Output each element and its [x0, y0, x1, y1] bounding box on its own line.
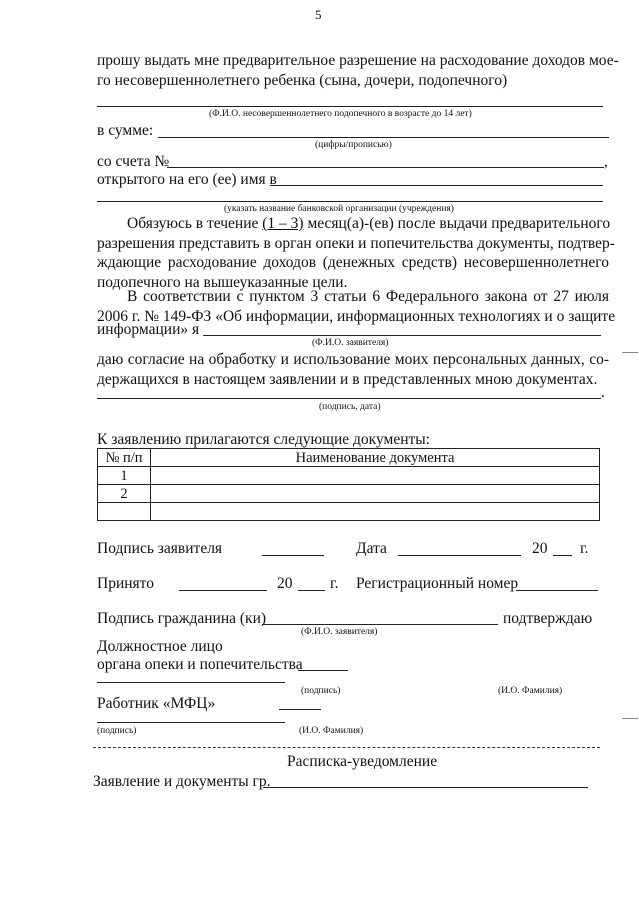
mfc-signature-line[interactable]: [97, 722, 285, 723]
receipt-line-label: Заявление и документы гр.: [93, 773, 271, 790]
account-comma: ,: [604, 153, 608, 170]
mfc-name-caption: (И.О. Фамилия): [299, 726, 364, 736]
opened-line[interactable]: [270, 185, 603, 186]
amount-line[interactable]: [158, 137, 609, 138]
citizen-name-caption: (Ф.И.О. заявителя): [301, 627, 378, 637]
consent-line-2: 2006 г. № 149-ФЗ «Об информации, информационных технологиях и о защите: [97, 307, 616, 325]
child-name-caption: (Ф.И.О. несовершеннолетнего подопечного в возрасте до 14 лет): [209, 109, 472, 119]
obligation-line-2: разрешения представить в орган опеки и попечительства документы, подтвер-: [97, 234, 615, 252]
row-num: 2: [98, 485, 151, 503]
consent-line-4: даю согласие на обработку и использование моих персональных данных, со-: [97, 351, 609, 368]
row-name[interactable]: [151, 467, 600, 485]
obligation-text-pre: Обязуюсь в течение: [127, 215, 259, 232]
child-name-line[interactable]: [97, 106, 603, 107]
obligation-text-post: месяц(а)-(ев) после выдачи предварительного: [307, 215, 611, 232]
consent-line-5: держащихся в настоящем заявлении и в представленных мною документах.: [97, 370, 598, 388]
official-signature-short-line[interactable]: [298, 670, 348, 671]
applicant-name-line[interactable]: [203, 335, 601, 336]
date-year-prefix: 20: [532, 540, 548, 557]
intro-line-2: го несовершеннолетнего ребенка (сына, дочери, подопечного): [97, 71, 508, 89]
margin-mark: [622, 352, 638, 353]
opened-label: открытого на его (ее) имя в: [97, 171, 277, 188]
official-signature-caption: (подпись): [301, 686, 341, 696]
obligation-paragraph: [97, 214, 615, 292]
obligation-line-1: [97, 214, 609, 234]
consent-line-1: В соответствии с пунктом 3 статьи 6 Федерального закона от 27 июля: [127, 288, 609, 305]
mfc-label: Работник «МФЦ»: [97, 695, 216, 712]
obligation-period: (1 – 3): [262, 215, 304, 232]
official-signature-line[interactable]: [97, 682, 285, 683]
account-label: со счета №: [97, 153, 170, 170]
signature-date-line[interactable]: [97, 398, 601, 399]
intro-line-1: прошу выдать мне предварительное разрешение на расходование доходов мое-: [97, 52, 619, 69]
obligation-line-4: подопечного на вышеуказанные цели.: [97, 273, 348, 291]
date-year-suffix: г.: [580, 540, 589, 557]
mfc-signature-caption: (подпись): [97, 726, 137, 736]
received-year-prefix: 20: [277, 575, 293, 592]
consent-line-3: информации» я: [97, 321, 200, 338]
col-num-header: № п/п: [98, 449, 151, 467]
received-year-suffix: г.: [330, 575, 339, 592]
bank-caption: (указать название банковской организации (учреждения): [224, 204, 454, 214]
table-row[interactable]: [98, 485, 600, 503]
received-year-line[interactable]: [298, 590, 325, 591]
table-row[interactable]: [98, 503, 600, 521]
applicant-signature-label: Подпись заявителя: [97, 540, 223, 557]
receipt-title: Расписка-уведомление: [287, 753, 438, 770]
obligation-line-3: ждающие расходование доходов (денежных средств) несовершеннолетнего: [97, 254, 609, 271]
receipt-name-line[interactable]: [263, 787, 588, 788]
amount-caption: (цифры/прописью): [315, 140, 392, 150]
consent-paragraph-2: [97, 350, 609, 389]
citizen-name-line[interactable]: [262, 624, 498, 625]
date-year-line[interactable]: [553, 555, 572, 556]
documents-title: К заявлению прилагаются следующие документы:: [97, 431, 430, 448]
mfc-short-line[interactable]: [279, 709, 321, 710]
bank-line[interactable]: [97, 201, 603, 202]
col-name-header: Наименование документа: [151, 449, 600, 467]
table-row[interactable]: [98, 467, 600, 485]
registration-number-line[interactable]: [516, 590, 598, 591]
margin-mark: [622, 718, 638, 719]
signature-period: .: [601, 384, 605, 401]
signature-date-caption: (подпись, дата): [319, 402, 381, 412]
documents-table: [97, 448, 600, 521]
official-line-1: Должностное лицо: [97, 638, 223, 655]
intro-paragraph: [97, 51, 619, 90]
applicant-name-caption: (Ф.И.О. заявителя): [312, 338, 389, 348]
row-num: [98, 503, 151, 521]
official-line-2: органа опеки и попечительства: [97, 656, 303, 673]
official-name-caption: (И.О. Фамилия): [498, 686, 563, 696]
date-label: Дата: [356, 540, 387, 557]
date-line[interactable]: [398, 555, 521, 556]
row-num: 1: [98, 467, 151, 485]
citizen-signature-label: Подпись гражданина (ки): [97, 610, 267, 627]
documents-header-row: [98, 449, 600, 467]
citizen-confirm: подтверждаю: [503, 610, 593, 627]
row-name[interactable]: [151, 485, 600, 503]
received-label: Принято: [97, 575, 154, 592]
registration-label: Регистрационный номер: [356, 575, 519, 592]
applicant-signature-line[interactable]: [262, 555, 324, 556]
received-date-line[interactable]: [179, 590, 267, 591]
page-number: 5: [315, 7, 322, 22]
amount-label: в сумме:: [97, 122, 154, 139]
cut-line: [93, 747, 600, 748]
account-line[interactable]: [167, 167, 604, 168]
row-name[interactable]: [151, 503, 600, 521]
